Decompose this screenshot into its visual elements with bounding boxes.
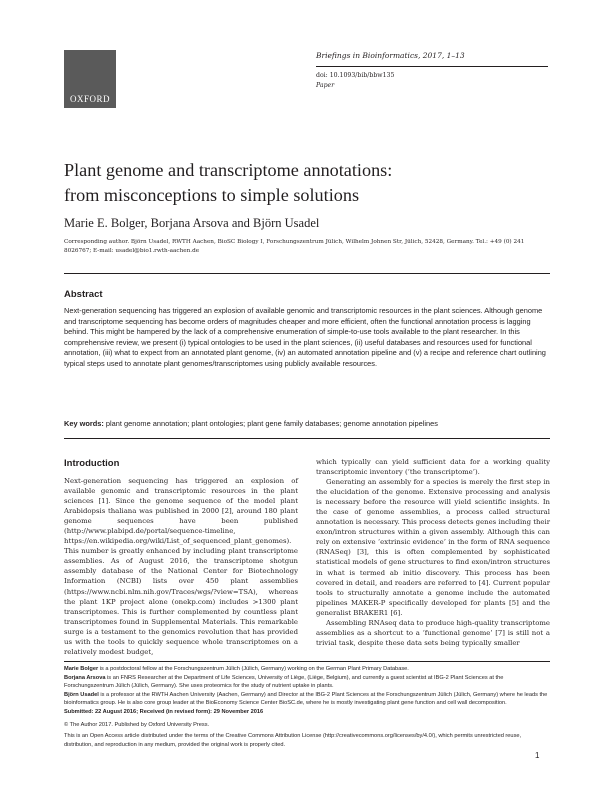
journal-citation: Briefings in Bioinformatics, 2017, 1–13 [316,51,465,60]
abstract-text: Next-generation sequencing has triggered an explosion of available genomic and transcriptomic resources in the plant sciences. Although genome and transcriptome sequencing has become orders of magnitudes cheaper and more efficient, often the functional annotation process is lagging behind. This might be hampered by the lack of a comprehensive enumeration of simple-to-use tools available to the plant researcher. In this comprehensive review, we present (i) typical ontologies to be used in the plant sciences, (ii) useful databases and resources used for functional annotation, (iii) what to expect from an annotated plant genome, (iv) an automated annotation pipeline and (v) a recipe and reference chart outlining typical steps used to annotate plant genomes/transcriptomes using publicly available resources. [64,306,546,368]
doi[interactable]: doi: 10.1093/bib/bbw135 [316,72,395,79]
title-line-1: Plant genome and transcriptome annotations: [64,160,393,180]
footnote-text: is a professor at the RWTH Aachen University (Aachen, Germany) and Director at the IBG-2 Plant Sciences at the Forschungszentrum Jülich (Jülich, Germany) where he leads the bioinformatics group. He is also core group leader at the BioEconomy Science Center BioSC.de, where he is mostly investigating plant gene function and cell wall decomposition. [64,691,548,707]
abstract-bottom-rule [64,438,550,439]
author-footnotes [64,665,550,749]
license: This is an Open Access article distributed under the terms of the Creative Commons Attribution License (http://creativecommons.org/licenses/by/4.0/), which permits unrestricted reuse, distribution, and reproduction in any medium, provided the original work is properly cited. [64,733,522,748]
page-number: 1 [535,751,540,760]
footnote-text: is an FNRS Researcher at the Department of Life Sciences, University of Liège, (Liège, Belgium), and currently a guest scientist at IBG-2 Plant Sciences at the Forschungszentrum Jülich (Jülich, Germany). She uses proteomics for the study of nutrient uptake in plants. [64,674,504,690]
paragraph: which typically can yield sufficient data for a working quality transcriptomic inventory (‘the transcriptome’). [316,458,550,477]
submission-dates: Submitted: 22 August 2016; Received (in revised form): 29 November 2016 [64,708,264,715]
article-title [64,158,544,208]
introduction-heading: Introduction [64,458,120,469]
footnote-name: Borjana Arsova [64,674,106,681]
paragraph: Generating an assembly for a species is merely the first step in the elucidation of the genome. Extensive processing and analysis is necessary before the resource will yield scientific insights. In the case of genome assemblies, a process called structural annotation is necessary. This process detects genes including their exon/intron structures within a given assembly. Although this can rely on extensive ‘extrinsic evidence’ in the form of RNA sequence (RNASeq) [3], this is often complemented by sophisticated statistical models of gene structures to find exon/intron structures in what is termed ab initio discovery. This process has been covered in detail, and readers are referred to [4]. Current popular tools to structurally annotate a genome include the automated pipelines MAKER-P specifically developed for plants [5] and the generalist BRAKER1 [6]. [316,478,550,617]
abstract-top-rule [64,273,550,274]
footnote-usadel [64,691,550,708]
keywords [64,419,550,428]
footnote-text: is a postdoctoral fellow at the Forschungszentrum Jülich (Jülich, Germany) working on the German Plant Primary Database. [98,666,409,672]
copyright: © The Author 2017. Published by Oxford University Press. [64,721,210,728]
body-column-right [316,457,550,648]
keywords-label: Key words: [64,419,104,428]
footnote-rule [64,661,550,662]
footnote-name: Björn Usadel [64,691,99,698]
footnote-arsova [64,674,550,691]
body-column-left [64,476,298,657]
title-line-2: from misconceptions to simple solutions [64,185,360,205]
paper-type: Paper [316,82,335,89]
keywords-list: plant genome annotation; plant ontologies; plant gene family databases; genome annotation pipelines [105,419,438,428]
abstract-heading: Abstract [64,289,103,300]
authors: Marie E. Bolger, Borjana Arsova and Björn Usadel [64,216,320,230]
header-divider [316,66,548,67]
paragraph: Assembling RNAseq data to produce high-quality transcriptome assemblies as a shortcut to a ‘functional genome’ [7] is still not a trivial task, despite these data sets being typically smaller [316,618,550,647]
corresponding-author: Corresponding author. Björn Usadel, RWTH Aachen, BioSC Biology I, Forschungszentrum Jülich, Wilhelm Johnen Str, Jülich, 52428, Germany. Tel.: +49 (0) 241 8026767; E-mail: usadel@bio1.rwth-aachen.de [64,239,525,254]
footnote-name: Marie Bolger [64,666,99,672]
publisher-logo-text: OXFORD [69,94,110,104]
footnote-bolger [64,665,550,674]
paragraph: Next-generation sequencing has triggered an explosion of available genomic and transcriptomic resources in the plant sciences [1]. Since the genome sequence of the model plant Arabidopsis thaliana was published in 2000 [2], around 180 plant genome sequences have been published (http://www.plabipd.de/portal/sequence-timeline, https://en.wikipedia.org/wiki/List_of_sequenced_plant_genomes). This number is greatly enhanced by including plant transcriptome assemblies. As of August 2016, the transcriptome shotgun assembly database of the National Center for Biotechnology Information (NCBI) lists over 450 plant assemblies (https://www.ncbi.nlm.nih.gov/Traces/wgs/?view=TSA), whereas the plant 1KP project alone (onekp.com) includes >1300 plant transcriptomes. This is further complemented by countless plant transcriptomes found in Supplemental Materials. This remarkable surge is a testament to the genomics revolution that has provided us with the tools to quickly sequence whole transcriptomes on a relatively modest budget, [64,477,298,656]
